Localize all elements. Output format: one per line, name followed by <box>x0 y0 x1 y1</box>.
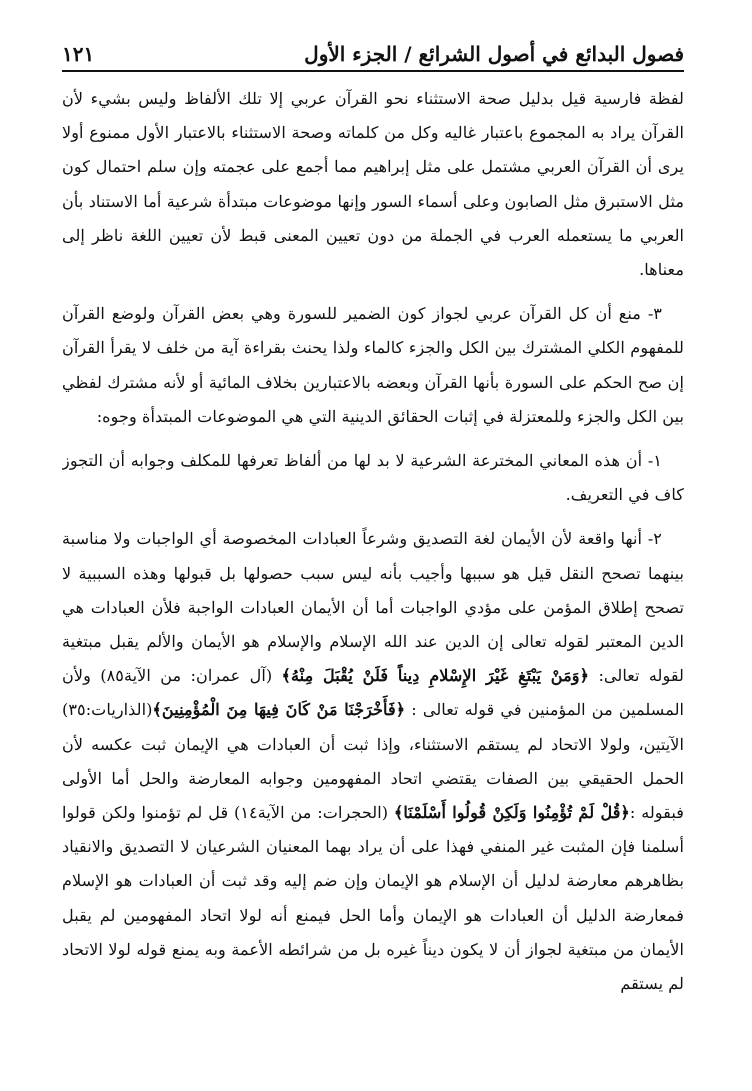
paragraph-2: ٣- منع أن كل القرآن عربي لجواز كون الضمير للسورة وهي بعض القرآن ولوضع القرآن للمفهوم الكلي المشترك بين الكل والجزء كالماء ولذا يحنث بقراءة آية من خلف لا يقرأ القرآن إن صح الحكم على السورة بأنها القرآن وبعضه بالاعتبارين بخلاف المائية أو لأنه مشترك لفظي بين الكل والجزء وللمعتزلة في إثبات الحقائق الدينية التي هي الموضوعات المبتدأة وجوه: <box>62 304 684 426</box>
quran-verse-1: ﴿وَمَنْ يَبْتَغِ غَيْرَ الإِسْلامِ دِيناً فَلَنْ يُقْبَلَ مِنْهُ﴾ <box>281 666 590 686</box>
paragraph-4 <box>62 522 684 1001</box>
paragraph-4-text-1: ٢- أنها واقعة لأن الأيمان لغة التصديق وشرعاً العبادات المخصوصة أي الواجبات ولا مناسبة بينهما تصحح النقل قيل هو سببها وأجيب بأنه ليس سبب حصولها بل قبولها وهذه السببية لا تصحح إطلاق المؤمن على مؤدي الواجبات أما أن الأيمان العبادات الواجبة فلأن العبادات هي الدين المعتبر لقوله تعالى إن الدين عند الله الإسلام والإسلام هو الأيمان والألم يقبل مبتغية لقوله تعالى: <box>62 529 684 686</box>
quran-verse-2: ﴿فَأَخْرَجْنَا مَنْ كَانَ فِيهَا مِنَ الْمُؤْمِنِينَ﴾ <box>152 700 406 720</box>
paragraph-4-text-3: (الذاريات:٣٥) الآيتين، ولولا الاتحاد لم يستقم الاستثناء، وإذا ثبت أن العبادات هي الإيمان ثبت عكسه لأن الحمل الحقيقي بين الصفات يقتضي اتحاد المفهومين وجوابه المعارضة والحل أما الأولى فبقوله : <box>62 700 684 823</box>
paragraph-4-text-4: (الحجرات: من الآية١٤) قل لم تؤمنوا ولكن قولوا أسلمنا فإن المثبت غير المنفي فهذا على أن يراد بهما المعنيان الشرعيان لا التصديق والانقياد بظاهرهم معارضة لدليل أن الإسلام هو الإيمان وإن ضم إليه وقد ثبت أن العبادات هو الإسلام فمعارضة الدليل أن العبادات هو الإيمان وأما الحل فيمنع أنه لولا اتحاد المفهومين لم يقبل الأيمان من مبتغية لجواز أن لا يكون ديناً غيره بل من شرائطه الأعمة وبه يمنع قوله لولا الاتحاد لم يستقم <box>62 803 684 994</box>
running-head: فصول البدائع في أصول الشرائع / الجزء الأول <box>304 42 684 66</box>
paragraph-1: لفظة فارسية قيل بدليل صحة الاستثناء نحو القرآن عربي إلا تلك الألفاظ وليس بشيء لأن القرآن يراد به المجموع باعتبار غاليه وكل من كلماته وصحة الاستثناء بالاعتبار الأول ممنوع أولا يرى أن القرآن العربي مشتمل على مثل إبراهيم مما أجمع على عجمته وإن سلم احتمال كون مثل الاستبرق مثل الصابون وعلى أسماء السور وإنها موضوعات مبتدأة شرعية أما الاستناد بأن العربي ما يستعمله العرب في الجملة من دون تعيين المعنى قبط لأن تعيين اللغة ناظر إلى معناها. <box>62 89 684 280</box>
page-number: ١٢١ <box>62 42 95 66</box>
book-page <box>62 30 684 1075</box>
page-body <box>62 82 684 1001</box>
paragraph-3: ١- أن هذه المعاني المخترعة الشرعية لا بد لها من ألفاظ تعرفها للمكلف وجوابه أن التجوز كاف في التعريف. <box>62 451 684 505</box>
quran-verse-3: ﴿قُلْ لَمْ تُؤْمِنُوا وَلَكِنْ قُولُوا أَسْلَمْنَا﴾ <box>393 803 630 823</box>
page-header <box>62 30 684 72</box>
paragraph-4-text-2: (آل عمران: من الآية٨٥) ولأن المسلمين من المؤمنين في قوله تعالى : <box>62 666 684 720</box>
